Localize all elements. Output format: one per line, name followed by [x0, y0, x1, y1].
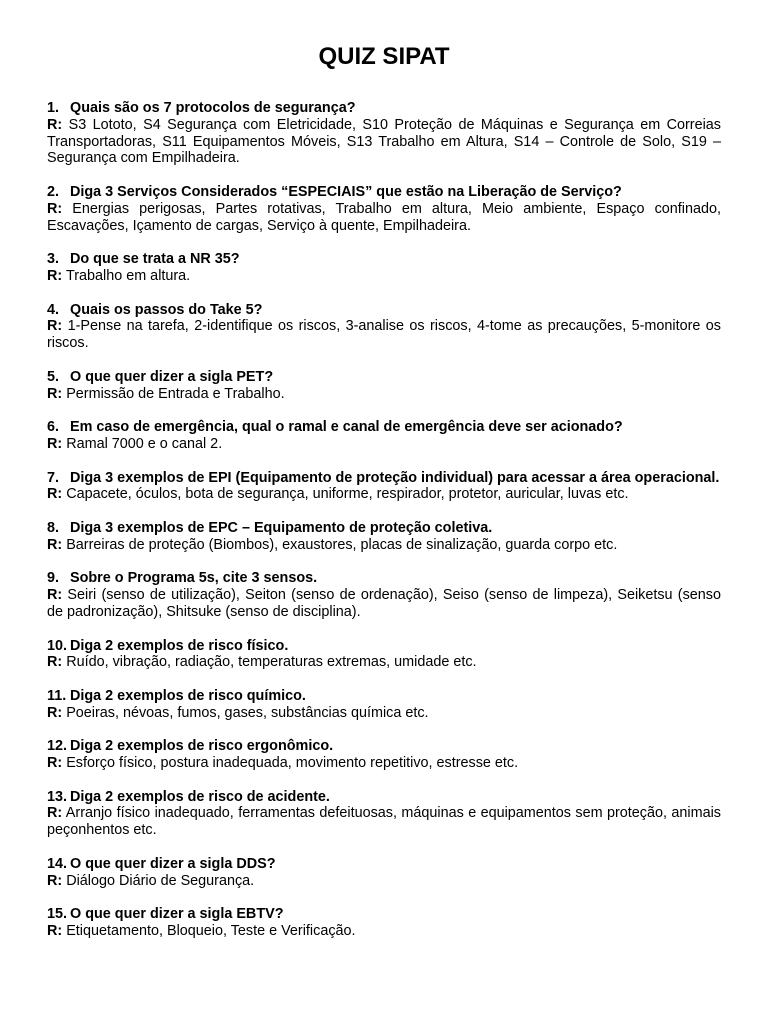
- answer: [47, 923, 721, 940]
- answer-label: R:: [47, 805, 63, 822]
- question-text: Quais os passos do Take 5?: [70, 301, 263, 318]
- answer: [47, 805, 721, 839]
- quiz-item: [47, 419, 721, 453]
- answer-text: Diálogo Diário de Segurança.: [66, 872, 255, 889]
- answer: [47, 537, 721, 554]
- answer-text: Energias perigosas, Partes rotativas, Trabalho em altura, Meio ambiente, Espaço confinado, Escavações, Içamento de cargas, Serviço à quente, Empilhadeira.: [47, 200, 721, 234]
- answer-text: S3 Lototo, S4 Segurança com Eletricidade, S10 Proteção de Máquinas e Segurança em Correias Transportadoras, S11 Equipamentos Móveis, S13 Trabalho em Altura, S14 – Controle de Solo, S19 – Segurança com Empilhadeira.: [47, 116, 721, 167]
- question-text: Diga 2 exemplos de risco ergonômico.: [70, 738, 334, 755]
- answer-label: R:: [47, 318, 63, 335]
- question-text: Diga 2 exemplos de risco físico.: [70, 637, 289, 654]
- question-number: 4.: [47, 301, 60, 318]
- answer: [47, 436, 721, 453]
- quiz-item: [47, 856, 721, 890]
- question-text: Diga 2 exemplos de risco de acidente.: [70, 788, 330, 805]
- answer-text: Barreiras de proteção (Biombos), exaustores, placas de sinalização, guarda corpo etc.: [66, 536, 618, 553]
- question-number: 2.: [47, 183, 60, 200]
- page-title: QUIZ SIPAT: [318, 43, 450, 70]
- answer-text: Poeiras, névoas, fumos, gases, substâncias química etc.: [66, 704, 429, 721]
- question-text: Diga 2 exemplos de risco químico.: [70, 687, 306, 704]
- question-text: O que quer dizer a sigla DDS?: [70, 855, 276, 872]
- quiz-item: [47, 251, 721, 285]
- answer: [47, 654, 721, 671]
- question: [47, 251, 721, 268]
- question-text: Diga 3 exemplos de EPC – Equipamento de proteção coletiva.: [70, 519, 493, 536]
- quiz-item: [47, 470, 721, 504]
- quiz-item: [47, 738, 721, 772]
- question: [47, 789, 721, 806]
- question-number: 5.: [47, 368, 60, 385]
- question: [47, 638, 721, 655]
- answer-label: R:: [47, 200, 63, 217]
- answer-text: Esforço físico, postura inadequada, movimento repetitivo, estresse etc.: [66, 755, 519, 772]
- question: [47, 738, 721, 755]
- question: [47, 520, 721, 537]
- question-number: 1.: [47, 100, 60, 116]
- answer-label: R:: [47, 755, 63, 772]
- answer: [47, 268, 721, 285]
- answer-text: Capacete, óculos, bota de segurança, uniforme, respirador, protetor, auricular, luvas etc.: [66, 486, 629, 503]
- answer-label: R:: [47, 654, 63, 671]
- question: [47, 470, 721, 487]
- quiz-item: [47, 906, 721, 940]
- answer-label: R:: [47, 923, 63, 940]
- question: [47, 419, 721, 436]
- question-number: 8.: [47, 519, 60, 536]
- quiz-item: [47, 520, 721, 554]
- question-text: Diga 3 Serviços Considerados “ESPECIAIS” que estão na Liberação de Serviço?: [70, 183, 622, 200]
- answer-text: Trabalho em altura.: [65, 267, 191, 284]
- answer-text: Etiquetamento, Bloqueio, Teste e Verificação.: [66, 923, 356, 940]
- answer-label: R:: [47, 486, 63, 503]
- question-text: Em caso de emergência, qual o ramal e canal de emergência deve ser acionado?: [70, 419, 623, 436]
- question: [47, 100, 721, 117]
- quiz-item: [47, 184, 721, 234]
- answer-label: R:: [47, 385, 63, 402]
- question-number: 12.: [47, 738, 68, 755]
- answer-label: R:: [47, 267, 63, 284]
- question: [47, 184, 721, 201]
- answer-text: 1-Pense na tarefa, 2-identifique os riscos, 3-analise os riscos, 4-tome as precauções, 5-monitore os riscos.: [47, 318, 721, 352]
- answer-text: Ramal 7000 e o canal 2.: [66, 435, 223, 452]
- answer-text: Arranjo físico inadequado, ferramentas defeituosas, máquinas e equipamentos sem proteção, animais peçonhentos etc.: [47, 805, 721, 839]
- question-text: Diga 3 exemplos de EPI (Equipamento de proteção individual) para acessar a área operacional.: [70, 469, 720, 486]
- question: [47, 688, 721, 705]
- quiz-item: [47, 369, 721, 403]
- quiz-item: [47, 638, 721, 672]
- answer: [47, 201, 721, 235]
- answer: [47, 318, 721, 352]
- answer: [47, 705, 721, 722]
- answer-label: R:: [47, 587, 63, 604]
- question-number: 13.: [47, 788, 68, 805]
- question-number: 9.: [47, 570, 60, 587]
- quiz-item: [47, 688, 721, 722]
- answer-label: R:: [47, 435, 63, 452]
- quiz-item: [47, 302, 721, 352]
- quiz-list: [47, 100, 721, 957]
- question: [47, 906, 721, 923]
- question-number: 15.: [47, 906, 68, 923]
- question-number: 7.: [47, 469, 60, 486]
- question-number: 14.: [47, 855, 68, 872]
- question-text: Do que se trata a NR 35?: [70, 251, 240, 268]
- answer-text: Permissão de Entrada e Trabalho.: [66, 385, 285, 402]
- answer-label: R:: [47, 704, 63, 721]
- question-text: O que quer dizer a sigla PET?: [70, 368, 274, 385]
- quiz-item: [47, 570, 721, 620]
- question-number: 3.: [47, 251, 60, 268]
- answer: [47, 386, 721, 403]
- question: [47, 856, 721, 873]
- answer-label: R:: [47, 872, 63, 889]
- answer-label: R:: [47, 116, 63, 133]
- answer-text: Seiri (senso de utilização), Seiton (senso de ordenação), Seiso (senso de limpeza), Seiketsu (senso de padronização), Shitsuke (senso de disciplina).: [47, 587, 721, 620]
- question-number: 11.: [47, 687, 67, 704]
- quiz-item: [47, 100, 721, 167]
- answer: [47, 587, 721, 621]
- question-number: 10.: [47, 637, 68, 654]
- answer-label: R:: [47, 536, 63, 553]
- answer: [47, 486, 721, 503]
- answer: [47, 755, 721, 772]
- question: [47, 570, 721, 587]
- question: [47, 302, 721, 319]
- question-number: 6.: [47, 419, 60, 436]
- question-text: O que quer dizer a sigla EBTV?: [70, 906, 284, 923]
- quiz-item: [47, 789, 721, 839]
- question-text: Sobre o Programa 5s, cite 3 sensos.: [70, 570, 318, 587]
- question: [47, 369, 721, 386]
- question-text: Quais são os 7 protocolos de segurança?: [70, 100, 356, 116]
- answer: [47, 117, 721, 167]
- answer-text: Ruído, vibração, radiação, temperaturas extremas, umidade etc.: [66, 654, 477, 671]
- answer: [47, 873, 721, 890]
